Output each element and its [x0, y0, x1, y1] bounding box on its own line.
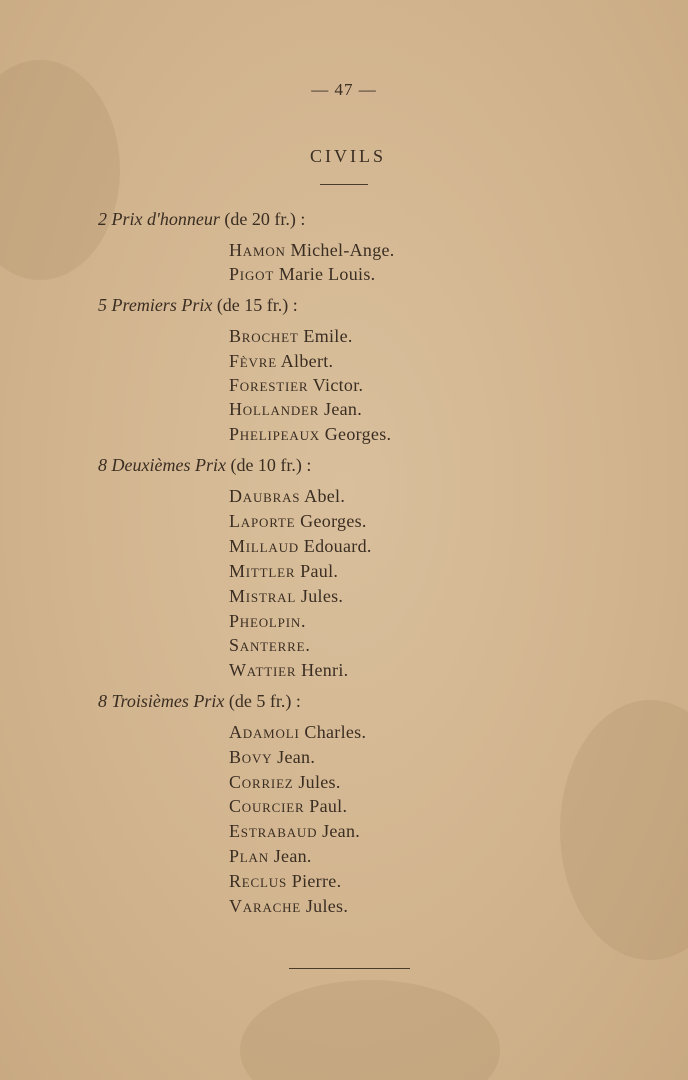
winner-entry	[229, 747, 315, 768]
prize-heading	[98, 209, 305, 230]
winner-entry	[229, 424, 391, 445]
paper-stain	[240, 980, 500, 1080]
winner-entry	[229, 846, 312, 867]
winner-entry	[229, 896, 348, 917]
winner-given-name: Edouard.	[298, 536, 372, 556]
paper-stain	[560, 700, 688, 960]
winner-surname: Hollander	[229, 399, 320, 419]
winner-surname: Bovy	[229, 747, 273, 767]
winner-surname: Millaud	[229, 536, 299, 556]
winner-given-name: Albert.	[276, 351, 334, 371]
winner-surname: Reclus	[229, 871, 287, 891]
prize-heading-amount: (de 20 fr.) :	[219, 209, 306, 229]
winner-entry	[229, 375, 363, 396]
winner-entry	[229, 351, 333, 372]
winner-entry	[229, 722, 366, 743]
winner-entry	[229, 586, 343, 607]
prize-heading-amount: (de 15 fr.) :	[212, 295, 298, 315]
winner-given-name: Jean.	[317, 821, 361, 841]
winner-entry	[229, 660, 348, 681]
winner-surname: Phelipeaux	[229, 424, 320, 444]
winner-surname: Laporte	[229, 511, 296, 531]
page-number: — 47 —	[311, 80, 377, 99]
winner-entry	[229, 772, 341, 793]
winner-surname: Courcier	[229, 796, 305, 816]
closing-rule	[289, 968, 410, 969]
prize-heading	[98, 295, 298, 316]
winner-surname: Pigot	[229, 264, 275, 284]
winner-entry	[229, 264, 375, 285]
winner-given-name: Jules.	[301, 896, 349, 916]
winner-entry	[229, 240, 395, 261]
winner-entry	[229, 821, 360, 842]
winner-given-name: Marie Louis.	[274, 264, 376, 284]
winner-given-name: Paul.	[295, 561, 339, 581]
winner-surname: Pheolpin	[229, 611, 302, 631]
winner-entry	[229, 871, 341, 892]
winner-given-name: Victor.	[308, 375, 364, 395]
winner-given-name: Emile.	[298, 326, 353, 346]
winner-given-name: Paul.	[304, 796, 348, 816]
winner-entry	[229, 511, 367, 532]
winner-given-name: Charles.	[299, 722, 367, 742]
prize-heading-label: 5 Premiers Prix	[98, 295, 213, 315]
winner-given-name: Michel-Ange.	[285, 240, 395, 260]
winner-surname: Mittler	[229, 561, 296, 581]
prize-heading-label: 2 Prix d'honneur	[98, 209, 220, 229]
winner-surname: Estrabaud	[229, 821, 318, 841]
winner-given-name: Pierre.	[286, 871, 342, 891]
winner-entry	[229, 796, 347, 817]
winner-surname: Santerre	[229, 635, 306, 655]
winner-surname: Corriez	[229, 772, 294, 792]
prize-heading-label: 8 Deuxièmes Prix	[98, 455, 226, 475]
winner-entry	[229, 611, 306, 632]
winner-surname: Forestier	[229, 375, 309, 395]
winner-surname: Fèvre	[229, 351, 277, 371]
winner-entry	[229, 536, 372, 557]
winner-given-name: .	[305, 635, 311, 655]
winner-given-name: Henri.	[296, 660, 349, 680]
prize-heading-amount: (de 10 fr.) :	[225, 455, 312, 475]
winner-given-name: .	[301, 611, 306, 631]
winner-surname: Mistral	[229, 586, 297, 606]
prize-heading-label: 8 Troisièmes Prix	[98, 691, 225, 711]
winner-entry	[229, 399, 362, 420]
winner-given-name: Georges.	[319, 424, 392, 444]
prize-heading	[98, 691, 301, 712]
prize-heading-amount: (de 5 fr.) :	[224, 691, 301, 711]
winner-surname: Wattier	[229, 660, 297, 680]
winner-entry	[229, 486, 345, 507]
winner-surname: Brochet	[229, 326, 299, 346]
winner-given-name: Jean.	[272, 747, 316, 767]
winner-surname: Adamoli	[229, 722, 300, 742]
prize-heading	[98, 455, 311, 476]
winner-given-name: Jules.	[293, 772, 341, 792]
winner-given-name: Georges.	[295, 511, 367, 531]
winner-given-name: Jules.	[296, 586, 344, 606]
winner-surname: Hamon	[229, 240, 286, 260]
section-title: CIVILS	[310, 146, 386, 166]
winner-entry	[229, 635, 310, 656]
winner-surname: Varache	[229, 896, 302, 916]
winner-given-name: Abel.	[300, 486, 346, 506]
winner-given-name: Jean.	[268, 846, 312, 866]
winner-entry	[229, 561, 338, 582]
winner-surname: Daubras	[229, 486, 301, 506]
winner-surname: Plan	[229, 846, 269, 866]
winner-given-name: Jean.	[319, 399, 363, 419]
title-underline	[320, 184, 368, 185]
winner-entry	[229, 326, 353, 347]
